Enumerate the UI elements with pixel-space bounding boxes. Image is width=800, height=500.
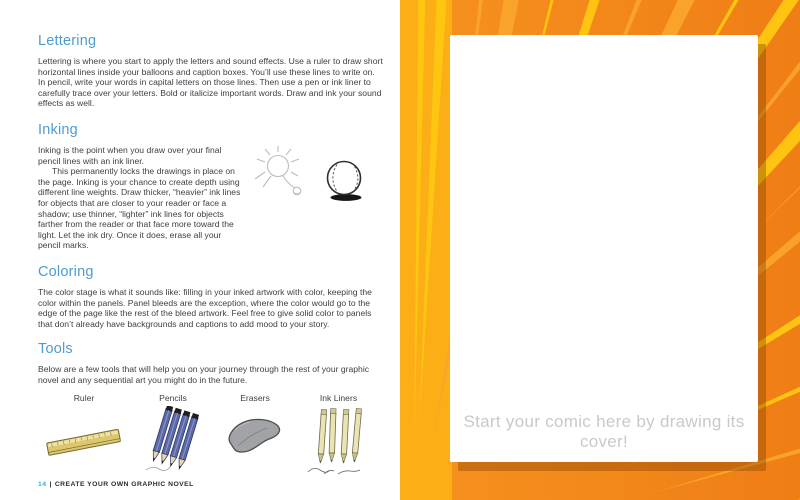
section-body-coloring: The color stage is what it sounds like: filling in your inked artwork with color, keeping the color within the panels. Panel bleeds are the exception, where the color would go to the edge of the page like the rest of the bleed artwork. Feel free to give solid color to panels that don’t already have backgrounds and captions to add mood to your story. — [38, 286, 372, 329]
book-title: CREATE YOUR OWN GRAPHIC NOVEL — [54, 481, 194, 488]
section-body-tools: Below are a few tools that will help you on your journey through the rest of your graphic novel and any sequential art you might do in the future. — [38, 364, 370, 385]
inking-text-column — [38, 145, 245, 251]
tool-ruler — [38, 393, 130, 480]
pencil-sun-sketch — [255, 146, 301, 195]
ink-liners-illustration — [306, 406, 372, 480]
tools-row — [38, 393, 383, 480]
inking-section — [38, 145, 383, 251]
inked-ball — [328, 161, 362, 200]
section-body-lettering: Lettering is where you start to apply the letters and sound effects. Use a ruler to draw short horizontal lines inside your balloons and caption boxes. You’ll use these lines to write on. In pencil, write your words in capital letters on those lines. Then use a pen or ink liner to carefully trace over your letters. Bold or italicize important words. Draw and ink your sound effects as well. — [38, 56, 383, 109]
gutter-highlight-band — [400, 0, 452, 500]
tool-pencils — [130, 393, 216, 480]
tool-erasers — [216, 393, 294, 480]
page-footer — [38, 481, 194, 488]
eraser-illustration — [223, 406, 287, 466]
footer-separator: | — [49, 481, 52, 488]
tool-label-pencils: Pencils — [159, 393, 187, 404]
section-heading-inking: Inking — [38, 121, 78, 138]
page-number: 14 — [38, 481, 47, 488]
tool-label-ink-liners: Ink Liners — [319, 393, 358, 404]
inking-paragraph-1: Inking is the point when you draw over your final pencil lines with an ink liner. — [38, 144, 222, 166]
cover-prompt-text: Start your comic here by drawing its cover! — [463, 412, 745, 451]
tool-ink-liners — [294, 393, 383, 480]
inking-paragraph-2: This permanently locks the drawings in place on the page. Inking is your chance to create depth using different line weights. Draw thicker, “heavier” ink lines for objects that are closer to your reader or face a shadow; use thinner, “lighter” ink lines for objects farther from the reader or that face more toward the light. Let the ink dry. Once it does, erase all your pencil marks. — [38, 166, 241, 251]
sun-and-ball-illustration — [249, 145, 377, 205]
ruler-illustration — [40, 406, 128, 472]
cover-drawing-panel[interactable] — [450, 35, 758, 462]
left-page-content — [0, 0, 400, 480]
ink-liner-pen — [317, 410, 326, 465]
section-heading-lettering: Lettering — [38, 33, 97, 49]
tool-label-erasers: Erasers — [240, 393, 270, 404]
right-page — [400, 0, 800, 500]
inking-illustration — [245, 145, 383, 251]
section-heading-coloring: Coloring — [38, 263, 94, 280]
tool-label-ruler: Ruler — [73, 393, 95, 404]
pencils-illustration — [136, 406, 210, 476]
section-heading-tools: Tools — [38, 341, 73, 358]
